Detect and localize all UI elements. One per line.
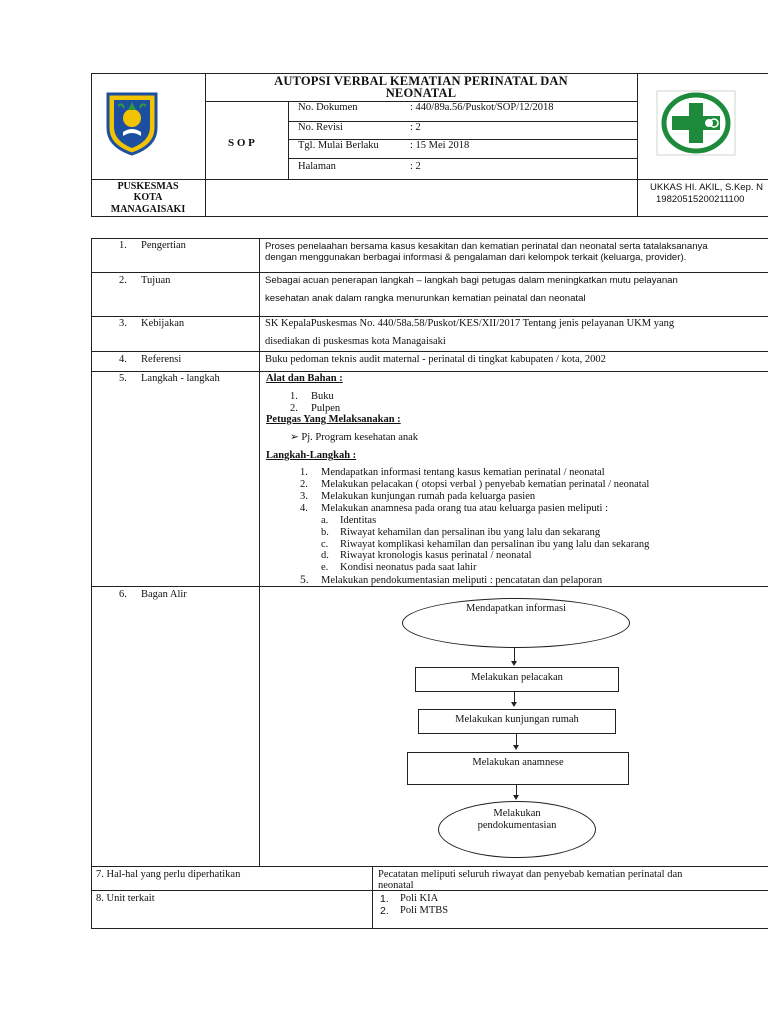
referensi-text: Buku pedoman teknis audit maternal - perinatal di tingkat kabupaten / kota, 2002 xyxy=(265,354,606,365)
list-number: 1. xyxy=(290,391,298,402)
field-label-no-dokumen: No. Dokumen xyxy=(298,102,358,113)
field-label-halaman: Halaman xyxy=(298,161,336,172)
step-text: Melakukan anamnesa pada orang tua atau keluarga pasien meliputi : xyxy=(321,503,608,514)
list-number: 2. xyxy=(380,905,389,917)
flow-arrowhead xyxy=(513,745,519,750)
row-label-pengertian: Pengertian xyxy=(141,240,186,251)
tujuan-text-line2: kesehatan anak dalam rangka menurunkan kematian peinatal dan neonatal xyxy=(265,293,586,304)
flow-arrowhead xyxy=(511,661,517,666)
hal-text-line1: Pecatatan meliputi seluruh riwayat dan penyebab kematian perinatal dan xyxy=(378,869,683,880)
list-item: Pulpen xyxy=(311,403,341,414)
row-number: 2. xyxy=(119,275,127,286)
flow-arrowhead xyxy=(513,795,519,800)
substep-letter: b. xyxy=(321,527,329,538)
field-label-tgl-mulai: Tgl. Mulai Berlaku xyxy=(298,140,379,151)
org-name-line2: KOTA xyxy=(133,192,163,203)
signer-nip: 19820515200211100 xyxy=(656,194,745,205)
row-number: 3. xyxy=(119,318,127,329)
step-number: 5. xyxy=(300,574,309,586)
puskesmas-logo xyxy=(656,90,736,156)
field-value-no-dokumen: : 440/89a.56/Puskot/SOP/12/2018 xyxy=(410,102,554,113)
row-number: 5. xyxy=(119,373,127,384)
unit-item: Poli KIA xyxy=(400,893,439,904)
step-number: 1. xyxy=(300,467,308,478)
flow-node-label: Melakukan xyxy=(493,808,541,819)
list-number: 1. xyxy=(380,893,389,905)
step-number: 3. xyxy=(300,491,308,502)
flow-node-label: Melakukan pelacakan xyxy=(471,672,563,683)
flow-node-label: pendokumentasian xyxy=(477,820,557,831)
substep-text: Riwayat kehamilan dan persalinan ibu yang lalu dan sekarang xyxy=(340,527,601,538)
document-title-line2: NEONATAL xyxy=(385,86,457,100)
petugas-item: ➢ Pj. Program kesehatan anak xyxy=(290,432,419,443)
flow-node-anamnese xyxy=(407,752,629,785)
flow-node-kunjungan xyxy=(418,709,616,734)
step-text: Melakukan kunjungan rumah pada keluarga pasien xyxy=(321,491,536,502)
petugas-heading: Petugas Yang Melaksanakan : xyxy=(266,414,401,425)
tujuan-text-line1: Sebagai acuan penerapan langkah – langkah bagi petugas dalam meningkatkan mutu pelayanan xyxy=(265,275,678,286)
row-label-kebijakan: Kebijakan xyxy=(141,318,185,329)
hal-text-line2: neonatal xyxy=(378,880,414,891)
org-name-line3: MANAGAISAKI xyxy=(110,204,186,215)
alat-bahan-heading: Alat dan Bahan : xyxy=(266,373,343,384)
substep-text: Riwayat kronologis kasus perinatal / neonatal xyxy=(340,550,532,561)
substep-letter: a. xyxy=(321,515,329,526)
kebijakan-text-line1: SK KepalaPuskesmas No. 440/58a.58/Puskot/KES/XII/2017 Tentang jenis pelayanan UKM yang xyxy=(265,318,675,329)
field-label-no-revisi: No. Revisi xyxy=(298,122,343,133)
flow-node-end xyxy=(438,801,596,858)
row-number: 1. xyxy=(119,240,127,251)
kebijakan-text-line2: disediakan di puskesmas kota Managaisaki xyxy=(265,336,446,347)
list-item: Buku xyxy=(311,391,334,402)
step-text: Melakukan pelacakan ( otopsi verbal ) penyebab kematian perinatal / neonatal xyxy=(321,479,650,490)
org-name-line1: PUSKESMAS xyxy=(117,181,179,192)
flow-node-label: Melakukan kunjungan rumah xyxy=(455,714,579,725)
flow-node-pelacakan xyxy=(415,667,619,692)
pengertian-text-line1: Proses penelaahan bersama kasus kesakitan dan kematian perinatal dan neonatal serta tatalaksananya xyxy=(265,241,708,252)
pengertian-text-line2: dengan menggunakan berbagai informasi & pengalaman dari kelompok terkait (keluarga, provider). xyxy=(265,252,687,263)
flow-node-start xyxy=(402,598,630,648)
step-number: 2. xyxy=(300,479,308,490)
signer-name: UKKAS HI. AKIL, S.Kep. N xyxy=(650,182,763,193)
row-label-tujuan: Tujuan xyxy=(141,275,171,286)
field-value-no-revisi: : 2 xyxy=(410,122,421,133)
row-number: 6. xyxy=(119,589,127,600)
unit-item: Poli MTBS xyxy=(400,905,449,916)
step-text: Mendapatkan informasi tentang kasus kematian perinatal / neonatal xyxy=(321,467,605,478)
regency-logo xyxy=(104,90,160,156)
step-number: 4. xyxy=(300,503,308,514)
substep-text: Identitas xyxy=(340,515,377,526)
row-label-referensi: Referensi xyxy=(141,354,182,365)
field-value-tgl-mulai: : 15 Mei 2018 xyxy=(410,140,470,151)
list-number: 2. xyxy=(290,403,298,414)
substep-text: Riwayat komplikasi kehamilan dan persalinan ibu yang lalu dan sekarang xyxy=(340,539,650,550)
row-label-bagan-alir: Bagan Alir xyxy=(141,589,187,600)
flow-arrowhead xyxy=(511,702,517,707)
langkah-heading: Langkah-Langkah : xyxy=(266,450,357,461)
row-label-langkah: Langkah - langkah xyxy=(141,373,220,384)
flow-node-label: Melakukan anamnese xyxy=(472,757,564,768)
substep-letter: d. xyxy=(321,550,329,561)
row-number: 4. xyxy=(119,354,127,365)
row-label-hal-hal: 7. Hal-hal yang perlu diperhatikan xyxy=(96,869,241,880)
row-label-unit-terkait: 8. Unit terkait xyxy=(96,893,155,904)
substep-text: Kondisi neonatus pada saat lahir xyxy=(340,562,477,573)
flow-node-label: Mendapatkan informasi xyxy=(465,603,566,614)
field-value-halaman: : 2 xyxy=(410,161,421,172)
document-title-line1: AUTOPSI VERBAL KEMATIAN PERINATAL DAN xyxy=(274,74,568,88)
sop-label: S O P xyxy=(228,137,255,149)
substep-letter: e. xyxy=(321,562,329,573)
step-text: Melakukan pendokumentasian meliputi : pencatatan dan pelaporan xyxy=(321,575,603,586)
substep-letter: c. xyxy=(321,539,329,550)
